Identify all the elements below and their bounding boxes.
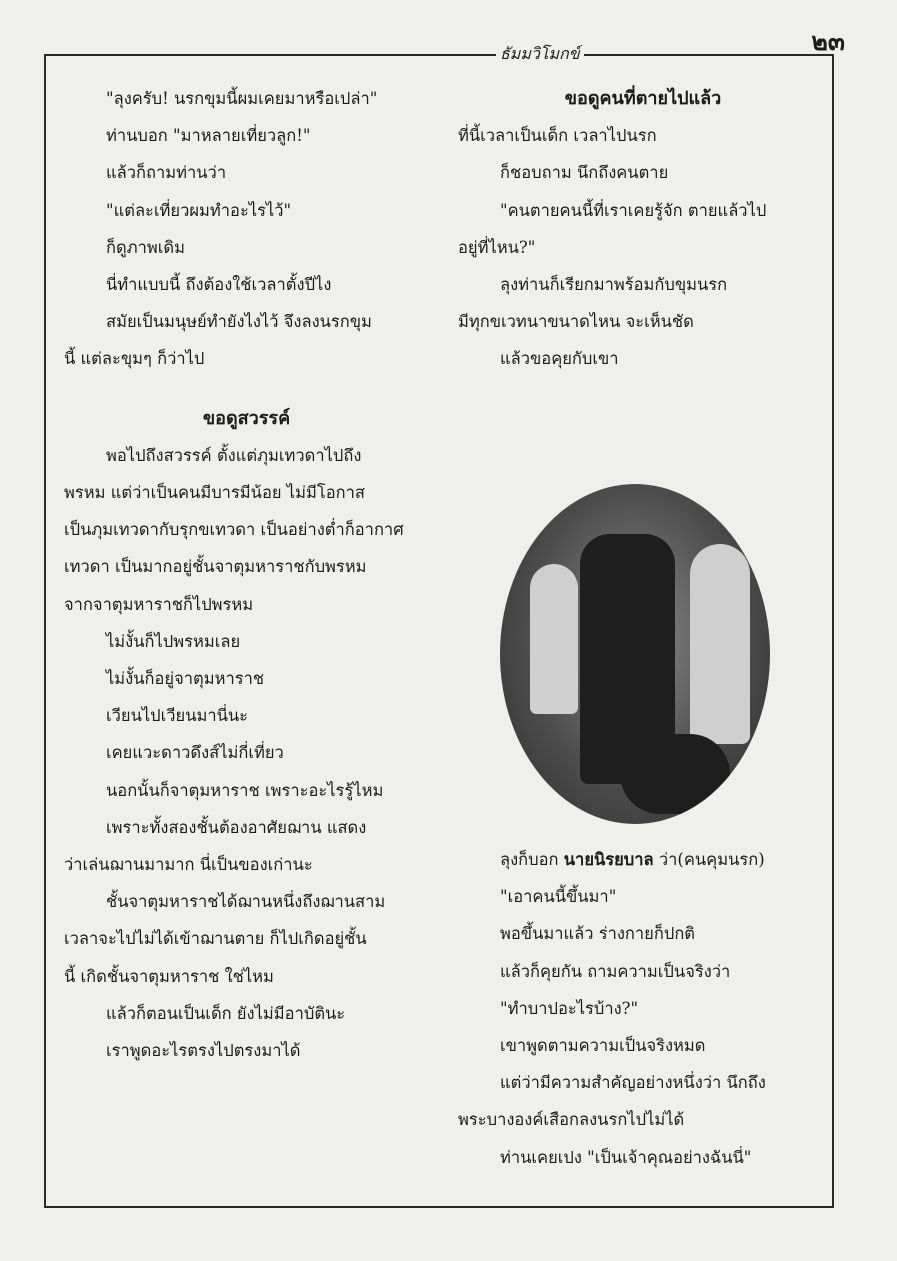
text-line: นี้ แต่ละขุมๆ ก็ว่าไป — [64, 349, 205, 369]
left-column — [64, 80, 429, 1069]
photo-figure — [690, 544, 750, 744]
text-line: อยู่ที่ไหน?" — [458, 237, 536, 257]
text-line: ลุงท่านก็เรียกมาพร้อมกับขุมนรก — [500, 275, 728, 295]
text-line: ท่านบอก "มาหลายเที่ยวลูก!" — [106, 126, 311, 146]
text-line: สมัยเป็นมนุษย์ทำยังไงไว้ จึงลงนรกขุม — [106, 312, 372, 332]
text-line: นอกนั้นก็จาตุมหาราช เพราะอะไรรู้ไหม — [106, 780, 384, 800]
text-line: ก็ดูภาพเดิม — [106, 237, 185, 257]
text-line: พอไปถึงสวรรค์ ตั้งแต่ภุมเทวดาไปถึง — [106, 445, 362, 465]
text-line: เราพูดอะไรตรงไปตรงมาได้ — [106, 1041, 301, 1061]
text-line: เพราะทั้งสองชั้นต้องอาศัยฌาน แสดง — [106, 817, 367, 837]
text-line: ไม่งั้นก็ไปพรหมเลย — [106, 631, 241, 651]
text-line: ไม่งั้นก็อยู่จาตุมหาราช — [106, 669, 265, 689]
page-number: ๒๓ — [811, 27, 845, 56]
text-line: "ลุงครับ! นรกขุมนี้ผมเคยมาหรือเปล่า" — [106, 89, 378, 108]
text-line: แล้วก็คุยกัน ถามความเป็นจริงว่า — [500, 961, 731, 981]
text-line: พอขึ้นมาแล้ว ร่างกายก็ปกติ — [500, 924, 696, 944]
running-head: ธัมมวิโมกข์ — [496, 42, 584, 67]
text-line: ว่าเล่นฌานมามาก นี่เป็นของเก่านะ — [64, 855, 313, 875]
text-line: ก็ชอบถาม นึกถึงคนตาย — [500, 163, 669, 183]
right-column — [458, 80, 828, 378]
text-line: เวียนไปเวียนมานี่นะ — [106, 706, 249, 726]
text-line: เป็นภุมเทวดากับรุกขเทวดา เป็นอย่างต่ำก็อากาศ — [64, 520, 404, 540]
text-line: นี่ทำแบบนี้ ถึงต้องใช้เวลาตั้งปีไง — [106, 275, 332, 295]
text-line: พระบางองค์เสือกลงนรกไปไม่ได้ — [458, 1110, 685, 1130]
text-line: เขาพูดตามความเป็นจริงหมด — [500, 1036, 706, 1056]
right-column-lower — [458, 841, 828, 1176]
text-line: ชั้นจาตุมหาราชได้ฌานหนึ่งถึงฌานสาม — [106, 892, 386, 912]
photo-figure — [620, 734, 730, 814]
text-line: แล้วก็ถามท่านว่า — [106, 163, 227, 183]
text-line: แล้วก็ตอนเป็นเด็ก ยังไม่มีอาบัตินะ — [106, 1003, 346, 1023]
text-line: จากจาตุมหาราชก็ไปพรหม — [64, 594, 254, 614]
text-line: ลุงก็บอก นายนิรยบาล ว่า(คนคุมนรก) — [500, 850, 765, 869]
emphasis-term: นายนิรยบาล — [563, 850, 654, 869]
page-frame — [44, 44, 834, 1208]
text-line: "ทำบาปอะไรบ้าง?" — [500, 998, 639, 1018]
text-line: แล้วขอคุยกับเขา — [500, 349, 619, 369]
section-heading-dead: ขอดูคนที่ตายไปแล้ว — [564, 88, 722, 109]
text-line: "เอาคนนี้ขึ้นมา" — [500, 887, 617, 907]
text-line: เทวดา เป็นมากอยู่ชั้นจาตุมหาราชกับพรหม — [64, 557, 367, 577]
oval-photo — [500, 484, 770, 824]
text-line: พรหม แต่ว่าเป็นคนมีบารมีน้อย ไม่มีโอกาส — [64, 483, 365, 503]
text-line: เคยแวะดาวดึงส์ไม่กี่เที่ยว — [106, 743, 284, 763]
text-line: แต่ว่ามีความสำคัญอย่างหนึ่งว่า นึกถึง — [500, 1073, 766, 1093]
text-line: ท่านเคยเปง "เป็นเจ้าคุณอย่างฉันนี่" — [500, 1147, 752, 1167]
text-line: มีทุกขเวทนาขนาดไหน จะเห็นชัด — [458, 312, 694, 332]
section-heading-heaven: ขอดูสวรรค์ — [202, 407, 291, 429]
text-line: เวลาจะไปไม่ได้เข้าฌานตาย ก็ไปเกิดอยู่ชั้น — [64, 929, 367, 949]
text-line: "คนตายคนนี้ที่เราเคยรู้จัก ตายแล้วไป — [500, 200, 767, 220]
text-line: "แต่ละเที่ยวผมทำอะไรไว้" — [106, 200, 292, 220]
text-line: นี้ เกิดชั้นจาตุมหาราช ใช่ไหม — [64, 966, 274, 986]
photo-figure — [530, 564, 578, 714]
text-line: ที่นี้เวลาเป็นเด็ก เวลาไปนรก — [458, 126, 657, 146]
